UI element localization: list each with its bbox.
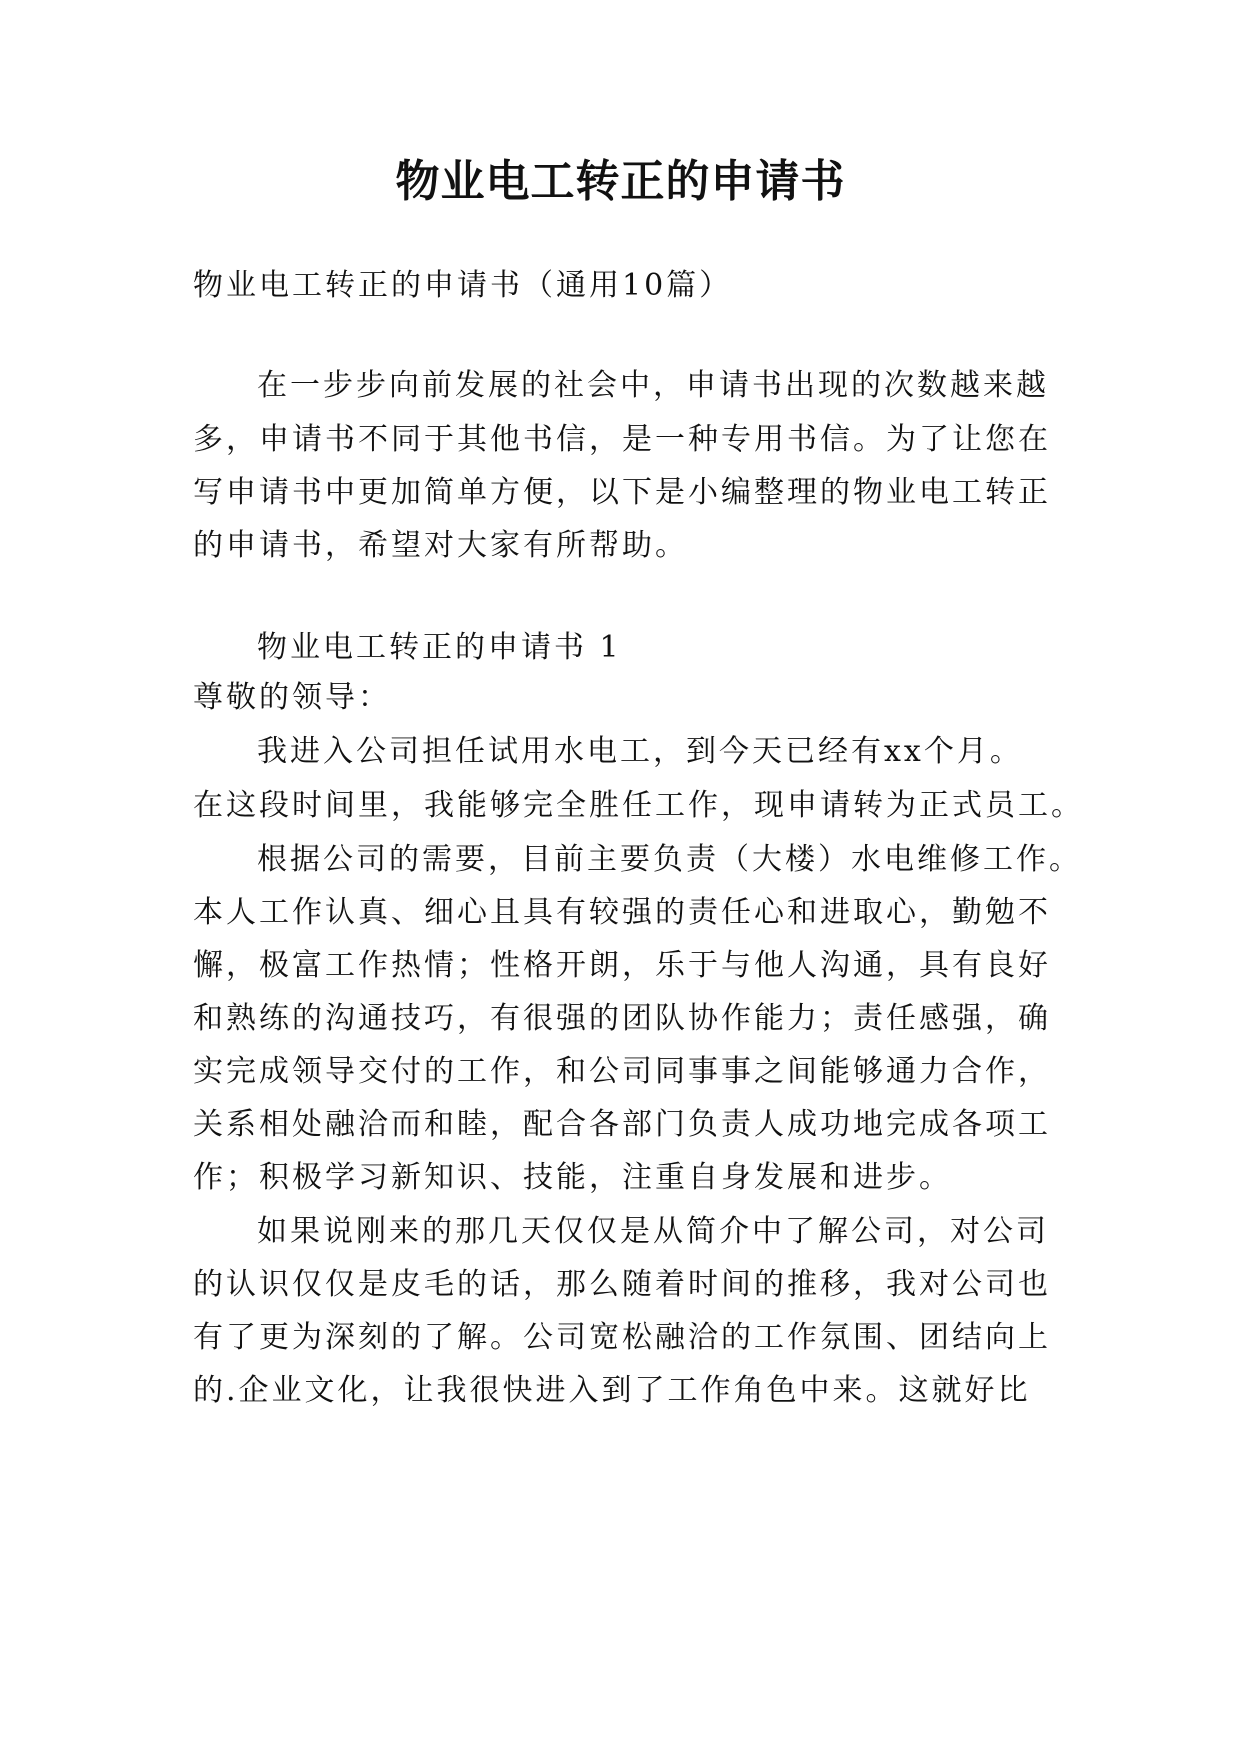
paragraph-line: 如果说刚来的那几天仅仅是从简介中了解公司，对公司 (257, 1214, 1049, 1249)
paragraph-line: 我进入公司担任试用水电工，到今天已经有xx个月。 (257, 734, 1023, 769)
paragraph-line: 本人工作认真、细心且具有较强的责任心和进取心，勤勉不 (193, 895, 1051, 930)
section-heading: 物业电工转正的申请书 1 (257, 630, 622, 665)
paragraph-line: 有了更为深刻的了解。公司宽松融洽的工作氛围、团结向上 (193, 1320, 1051, 1355)
document-title: 物业电工转正的申请书 (395, 156, 846, 207)
paragraph-line: 在这段时间里，我能够完全胜任工作，现申请转为正式员工。 (193, 788, 1084, 823)
paragraph-line: 的认识仅仅是皮毛的话，那么随着时间的推移，我对公司也 (193, 1267, 1051, 1302)
intro-line: 多，申请书不同于其他书信，是一种专用书信。为了让您在 (193, 422, 1051, 457)
paragraph-line: 关系相处融洽而和睦，配合各部门负责人成功地完成各项工 (193, 1107, 1051, 1142)
paragraph-line: 的.企业文化，让我很快进入到了工作角色中来。这就好比 (193, 1373, 1031, 1408)
intro-line: 写申请书中更加简单方便，以下是小编整理的物业电工转正 (193, 475, 1051, 510)
salutation: 尊敬的领导： (193, 680, 391, 715)
paragraph-line: 懈，极富工作热情；性格开朗，乐于与他人沟通，具有良好 (193, 948, 1051, 983)
intro-line: 在一步步向前发展的社会中，申请书出现的次数越来越 (257, 368, 1049, 403)
paragraph-line: 作；积极学习新知识、技能，注重自身发展和进步。 (193, 1160, 952, 1195)
intro-line: 的申请书，希望对大家有所帮助。 (193, 528, 688, 563)
paragraph-line: 和熟练的沟通技巧，有很强的团队协作能力；责任感强，确 (193, 1001, 1051, 1036)
paragraph-line: 实完成领导交付的工作，和公司同事事之间能够通力合作， (193, 1054, 1051, 1089)
document-subtitle: 物业电工转正的申请书（通用10篇） (193, 268, 733, 303)
paragraph-line: 根据公司的需要，目前主要负责（大楼）水电维修工作。 (257, 842, 1082, 877)
